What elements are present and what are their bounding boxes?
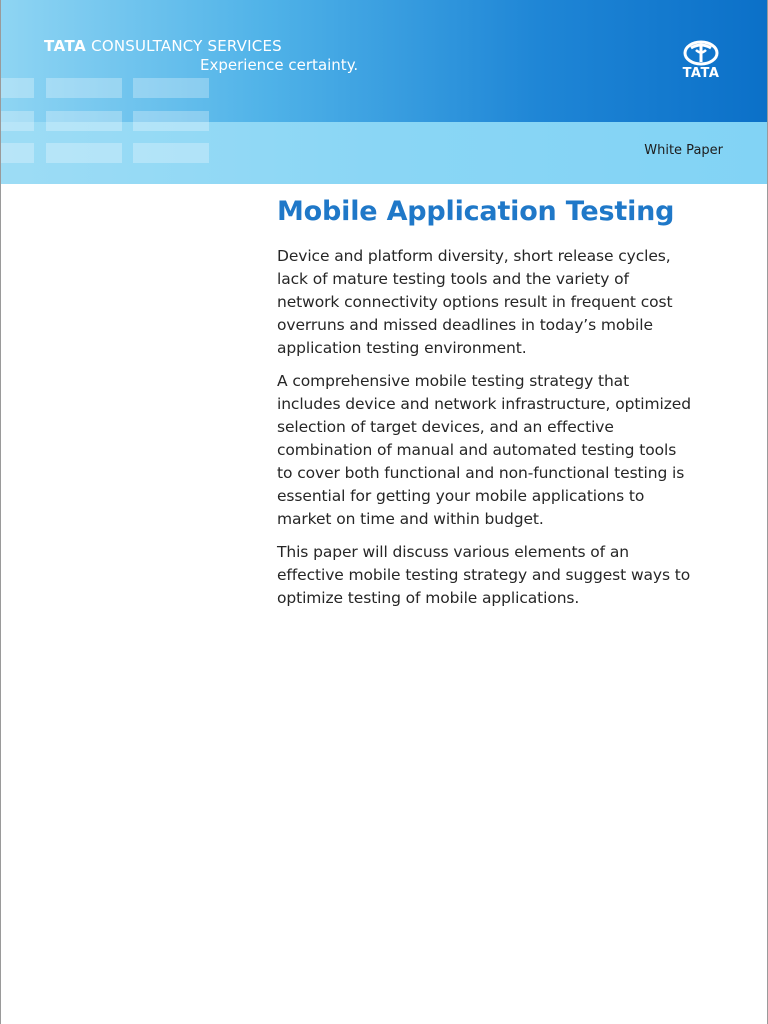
article: [277, 196, 695, 620]
decorative-tile: [0, 111, 34, 131]
paragraph: This paper will discuss various elements of an effective mobile testing strategy and suggest ways to optimize testing of mobile applications.: [277, 542, 691, 607]
paragraph: A comprehensive mobile testing strategy that includes device and network infrastructure, optimized selection of target devices, and an effective combination of manual and automated testing tools to cover both functional and non-functional testing is essential for getting your mobile applications to market on time and within budget.: [277, 371, 691, 528]
document-type-label: White Paper: [644, 143, 723, 158]
decorative-tile: [0, 143, 34, 163]
tata-emblem-icon: [674, 40, 728, 66]
decorative-tile: [133, 111, 209, 131]
header-band: [0, 0, 768, 122]
company-name-rest: CONSULTANCY SERVICES: [91, 37, 282, 55]
tata-logo-wordmark: TATA: [682, 66, 720, 81]
decorative-tile: [46, 111, 122, 131]
company-name: [44, 37, 282, 55]
decorative-tile: [133, 143, 209, 163]
decorative-tile: [133, 78, 209, 98]
company-tagline: Experience certainty.: [200, 56, 359, 74]
page-title: Mobile Application Testing: [277, 196, 675, 227]
decorative-tile: [46, 143, 122, 163]
decorative-tile: [46, 78, 122, 98]
paragraph: Device and platform diversity, short release cycles, lack of mature testing tools and the variety of network connectivity options result in frequent cost overruns and missed deadlines in today’s mobile application testing environment.: [277, 246, 673, 357]
company-name-strong: TATA: [44, 37, 87, 55]
decorative-tile: [0, 78, 34, 98]
